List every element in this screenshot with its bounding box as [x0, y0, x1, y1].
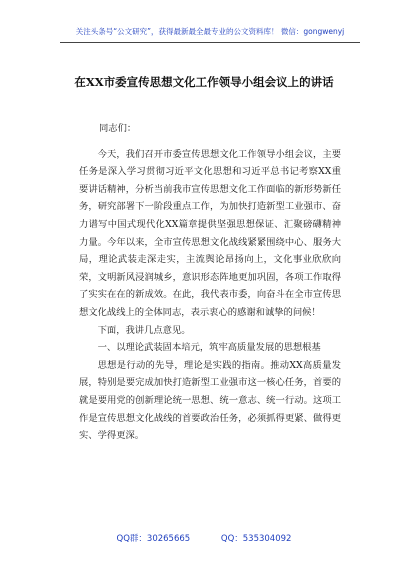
footer-qq: QQ：535304092 — [220, 534, 292, 544]
section-heading: 一、以理论武装固本培元，筑牢高质量发展的思想根基 — [97, 342, 321, 354]
footer-qq-group: QQ群：30265665 — [116, 534, 191, 544]
header-divider — [60, 42, 360, 43]
document-title: 在XX市委宣传思想文化工作领导小组会议上的讲话 — [74, 75, 334, 89]
body-paragraph: 下面，我讲几点意见。 — [97, 324, 191, 336]
document-body — [79, 120, 341, 445]
body-paragraph: 今天，我们召开市委宣传思想文化工作领导小组会议，主要任务是深入学习贯彻习近平文化思想和习近平总书记考察XX重要讲话精神，分析当前我市宣传思想文化工作面临的新形势新任务，研究部署下一阶段重点工作，为加快打造新型工业强市、奋力谱写中国式现代化XX篇章提供坚强思想保证、汇聚磅礴精神力量。今年以来，全市宣传思想文化战线紧紧围绕中心、服务大局，理论武装走深走实，主流舆论昂扬向上，文化事业欣欣向荣，文明新风浸润城乡，意识形态阵地更加巩固，各项工作取得了实实在在的新成效。在此，我代表市委，向奋斗在全市宣传思想文化战线上的全体同志，表示衷心的感谢和诚挚的问候！ — [79, 148, 341, 318]
page-header: 关注头条号“公文研究”，获得最新最全最专业的公文资料库！ 微信：gongwenyj — [75, 27, 345, 36]
page-footer — [0, 532, 408, 544]
section-paragraph: 思想是行动的先导，理论是实践的指南。推动XX高质量发展，特别是要完成加快打造新型工业强市这一核心任务，首要的就是要用党的创新理论统一思想、统一意志、统一行动。这项工作是宣传思想文化战线的首要政治任务，必须抓得更紧、做得更实、学得更深。 — [79, 359, 341, 442]
salutation: 同志们： — [99, 123, 137, 134]
